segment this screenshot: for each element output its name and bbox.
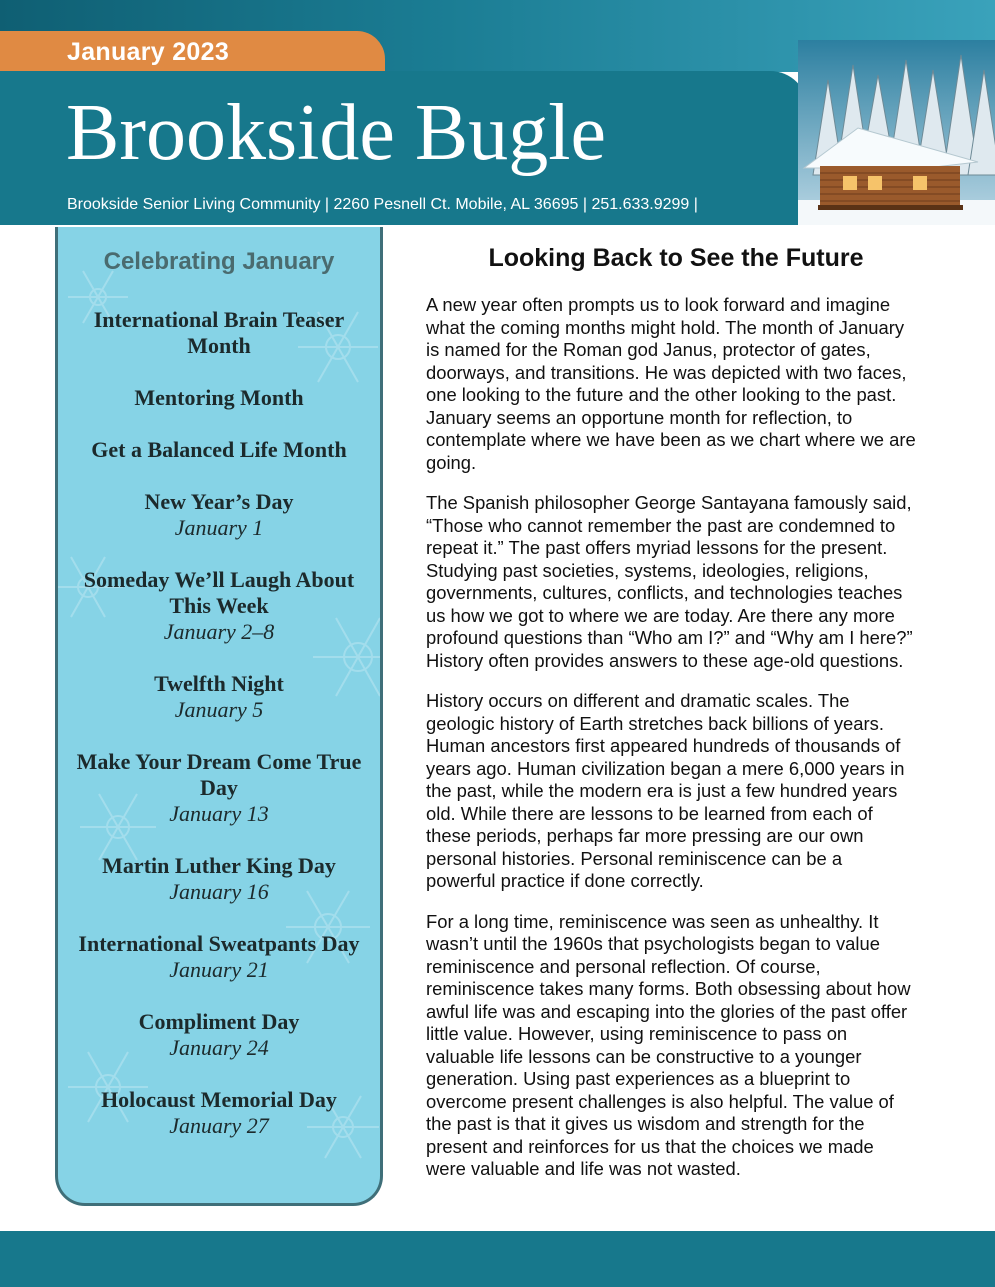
event-name: Martin Luther King Day [102,853,336,878]
article-paragraph: A new year often prompts us to look forward and imagine what the coming months might hold. The month of January is named for the Roman god Janus, protector of gates, doorways, and transitions. He was depicted with two faces, one looking to the future and the other looking to the past. January seems an opportune month for reflection, to contemplate where we have been as we chart where we are going. [426,294,916,473]
event-name: International Sweatpants Day [78,931,360,956]
article-paragraph: For a long time, reminiscence was seen as unhealthy. It wasn’t until the 1960s that psychologists began to value reminiscence and personal reflection. Of course, reminiscence takes many forms. Both obsessing about how awful life was and escaping into the glories of the past offer little value. However, using reminiscence to pass on valuable life lessons can be constructive to a younger generation. Using past experiences as a blueprint to overcome present challenges is also helpful. The value of the past is that it gives us wisdom and strength for the present and reinforces for us that the choices we made were valuable and life was not wasted. [426,910,911,1179]
event-item [64,307,374,359]
event-item [64,1087,374,1139]
event-item [64,385,374,411]
event-item [64,853,374,905]
article-paragraph: History occurs on different and dramatic scales. The geologic history of Earth stretches back billions of years. Human ancestors first appeared hundreds of thousands of years ago. Human civilization began a mere 6,000 years in the past, while the modern era is just a few hundred years old. While there are lessons to be learned from each of these periods, perhaps far more pressing are our own personal histories. Personal reminiscence can be a powerful practice if done correctly. [426,690,905,891]
event-item [64,671,374,723]
event-date: January 13 [169,801,269,826]
event-name: Mentoring Month [134,385,304,410]
event-date: January 1 [174,515,264,540]
event-date: January 27 [169,1113,269,1138]
event-name: Compliment Day [138,1009,300,1034]
event-item [64,931,374,983]
event-item [64,489,374,541]
winter-cabin-photo [798,40,995,225]
event-date: January 24 [169,1035,269,1060]
newsletter-title: Brookside Bugle [66,89,606,177]
issue-month: January 2023 [67,38,230,66]
article-paragraph: The Spanish philosopher George Santayana famously said, “Those who cannot remember the past are condemned to repeat it.” The past offers myriad lessons for the present. Studying past societies, systems, ideologies, religions, governments, cultures, conflicts, and technologies teaches us how we got to where we are today. Are there any more profound questions than “Who am I?” and “Why am I here?” History often provides answers to these age-old questions. [426,492,913,671]
article-title: Looking Back to See the Future [488,244,864,272]
event-date: January 2–8 [163,619,275,644]
event-date: January 21 [169,957,269,982]
article-body [426,294,916,1199]
events-list [64,307,374,1165]
event-date: January 16 [169,879,269,904]
community-address: Brookside Senior Living Community | 2260 Pesnell Ct. Mobile, AL 36695 | 251.633.9299 | [67,196,698,213]
event-date: January 5 [174,697,264,722]
event-item [64,567,374,645]
event-item [64,1009,374,1061]
event-name: Get a Balanced Life Month [91,437,347,462]
event-item [64,749,374,827]
event-name: Holocaust Memorial Day [101,1087,337,1112]
event-name: International Brain Teaser Month [93,307,345,358]
footer-band [0,1231,995,1287]
event-name: Twelfth Night [154,671,284,696]
event-item [64,437,374,463]
event-name: Someday We’ll Laugh About This Week [83,567,355,618]
sidebar-heading: Celebrating January [103,248,335,275]
event-name: Make Your Dream Come True Day [76,749,362,800]
event-name: New Year’s Day [144,489,294,514]
